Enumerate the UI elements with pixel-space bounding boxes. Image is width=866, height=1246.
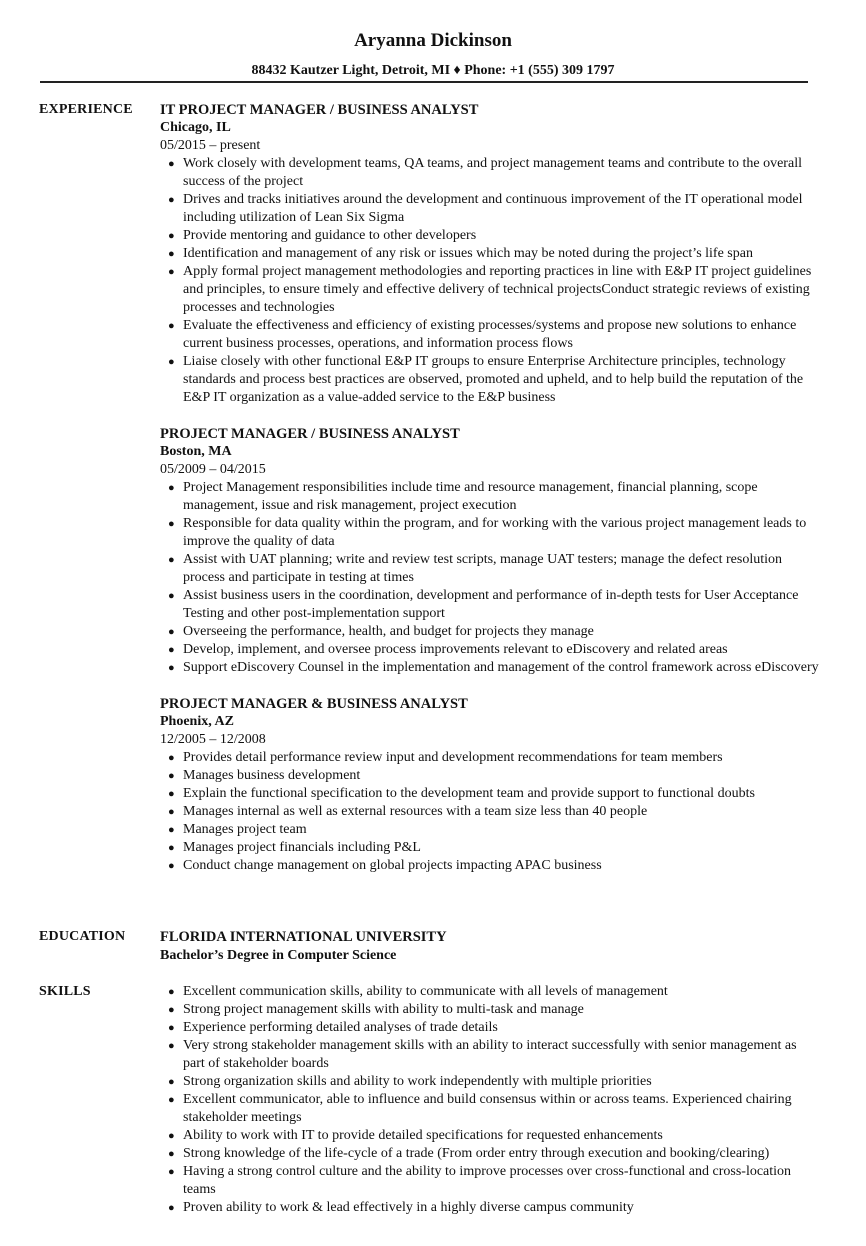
job-bullets	[160, 479, 820, 677]
skills-list	[160, 983, 820, 1217]
list-item: ● Conduct change management on global projects impacting APAC business	[168, 858, 602, 873]
list-item: ● Very strong stakeholder management skills with an ability to interact successfully with senior management as part of stakeholder boards	[168, 1038, 797, 1071]
education-body	[160, 928, 820, 965]
candidate-name: Aryanna Dickinson	[354, 30, 512, 51]
list-item: ● Develop, implement, and oversee process improvements relevant to eDiscovery and related areas	[168, 642, 728, 657]
bullet-icon: ●	[168, 806, 175, 818]
list-item: ● Project Management responsibilities include time and resource management, financial planning, scope management, issue and risk management, project execution	[168, 480, 758, 513]
bullet-icon: ●	[168, 752, 175, 764]
bullet-icon: ●	[168, 356, 175, 368]
bullet-icon: ●	[168, 518, 175, 530]
job-title: PROJECT MANAGER & BUSINESS ANALYST	[160, 696, 468, 712]
list-item: ● Liaise closely with other functional E&P IT groups to ensure Enterprise Architecture principles, technology standards and process best practices are observed, promoted and upheld, and to help build the reputation of the E&P IT organization as a value-added service to the E&P business	[168, 354, 804, 405]
job-bullets	[160, 749, 820, 875]
experience-heading: EXPERIENCE	[39, 102, 133, 117]
list-item: ● Provide mentoring and guidance to other developers	[168, 228, 477, 243]
list-item: ● Strong knowledge of the life-cycle of a trade (From order entry through execution and booking/clearing)	[168, 1146, 770, 1161]
job-title: IT PROJECT MANAGER / BUSINESS ANALYST	[160, 102, 479, 118]
bullet-icon: ●	[168, 1076, 175, 1088]
education-heading: EDUCATION	[39, 929, 126, 944]
contact-line: 88432 Kautzer Light, Detroit, MI ♦ Phone: +1 (555) 309 1797	[251, 63, 615, 78]
bullet-icon: ●	[168, 644, 175, 656]
skills-heading: SKILLS	[39, 984, 91, 999]
list-item: ● Support eDiscovery Counsel in the implementation and management of the control framework across eDiscovery	[168, 660, 819, 675]
bullet-icon: ●	[168, 1040, 175, 1052]
list-item: ● Strong project management skills with ability to multi-task and manage	[168, 1002, 584, 1017]
list-item: ● Drives and tracks initiatives around the development and continuous improvement of the IT operational model including utilization of Lean Six Sigma	[168, 192, 803, 225]
job-entry	[160, 695, 820, 875]
bullet-icon: ●	[168, 158, 175, 170]
job-location: Chicago, IL	[160, 120, 231, 135]
experience-list	[160, 101, 820, 893]
list-item: ● Evaluate the effectiveness and efficiency of existing processes/systems and propose new solutions to enhance current business processes, operations, and information process flows	[168, 318, 797, 351]
list-item: ● Assist business users in the coordination, development and performance of in-depth tests for User Acceptance Testing and other post-implementation support	[168, 588, 799, 621]
degree-name: Bachelor’s Degree in Computer Science	[160, 948, 397, 963]
job-location: Boston, MA	[160, 444, 232, 459]
bullet-icon: ●	[168, 842, 175, 854]
bullet-icon: ●	[168, 1202, 175, 1214]
bullet-icon: ●	[168, 1148, 175, 1160]
list-item: ● Explain the functional specification to the development team and provide support to functional doubts	[168, 786, 755, 801]
list-item: ● Excellent communication skills, ability to communicate with all levels of management	[168, 984, 668, 999]
bullet-icon: ●	[168, 1130, 175, 1142]
list-item: ● Strong organization skills and ability to work independently with multiple priorities	[168, 1074, 652, 1089]
list-item: ● Having a strong control culture and the ability to improve processes over cross-functional and cross-location teams	[168, 1164, 792, 1197]
list-item: ● Manages business development	[168, 768, 361, 783]
job-dates: 05/2015 – present	[160, 138, 261, 153]
bullet-icon: ●	[168, 770, 175, 782]
list-item: ● Manages project financials including P&L	[168, 840, 421, 855]
bullet-icon: ●	[168, 194, 175, 206]
list-item: ● Excellent communicator, able to influence and build consensus within or across teams. Experienced chairing stakeholder meetings	[168, 1092, 792, 1125]
list-item: ● Proven ability to work & lead effectively in a highly diverse campus community	[168, 1200, 634, 1215]
bullet-icon: ●	[168, 986, 175, 998]
bullet-icon: ●	[168, 626, 175, 638]
header-divider	[40, 81, 808, 83]
skills-body	[160, 983, 820, 1217]
bullet-icon: ●	[168, 662, 175, 674]
job-dates: 05/2009 – 04/2015	[160, 462, 266, 477]
list-item: ● Manages project team	[168, 822, 307, 837]
job-dates: 12/2005 – 12/2008	[160, 732, 266, 747]
job-entry	[160, 101, 820, 407]
bullet-icon: ●	[168, 788, 175, 800]
bullet-icon: ●	[168, 590, 175, 602]
list-item: ● Apply formal project management methodologies and reporting practices in line with E&P IT project guidelines and principles, to ensure timely and effective delivery of technical projectsConduct strategic reviews of existing processes and technologies	[168, 264, 812, 315]
list-item: ● Manages internal as well as external resources with a team size less than 40 people	[168, 804, 648, 819]
list-item: ● Overseeing the performance, health, and budget for projects they manage	[168, 624, 594, 639]
list-item: ● Responsible for data quality within the program, and for working with the various project management leads to improve the quality of data	[168, 516, 807, 549]
bullet-icon: ●	[168, 1022, 175, 1034]
bullet-icon: ●	[168, 230, 175, 242]
job-entry	[160, 425, 820, 677]
bullet-icon: ●	[168, 482, 175, 494]
bullet-icon: ●	[168, 266, 175, 278]
bullet-icon: ●	[168, 248, 175, 260]
bullet-icon: ●	[168, 1094, 175, 1106]
list-item: ● Work closely with development teams, QA teams, and project management teams and contribute to the overall success of the project	[168, 156, 802, 189]
list-item: ● Experience performing detailed analyses of trade details	[168, 1020, 498, 1035]
list-item: ● Provides detail performance review input and development recommendations for team members	[168, 750, 723, 765]
bullet-icon: ●	[168, 320, 175, 332]
bullet-icon: ●	[168, 860, 175, 872]
job-bullets	[160, 155, 820, 407]
school-name: FLORIDA INTERNATIONAL UNIVERSITY	[160, 929, 447, 945]
bullet-icon: ●	[168, 1166, 175, 1178]
job-title: PROJECT MANAGER / BUSINESS ANALYST	[160, 426, 460, 442]
list-item: ● Ability to work with IT to provide detailed specifications for requested enhancements	[168, 1128, 663, 1143]
job-location: Phoenix, AZ	[160, 714, 234, 729]
list-item: ● Identification and management of any risk or issues which may be noted during the project’s life span	[168, 246, 753, 261]
bullet-icon: ●	[168, 824, 175, 836]
bullet-icon: ●	[168, 1004, 175, 1016]
list-item: ● Assist with UAT planning; write and review test scripts, manage UAT testers; manage the defect resolution process and participate in testing at times	[168, 552, 783, 585]
bullet-icon: ●	[168, 554, 175, 566]
